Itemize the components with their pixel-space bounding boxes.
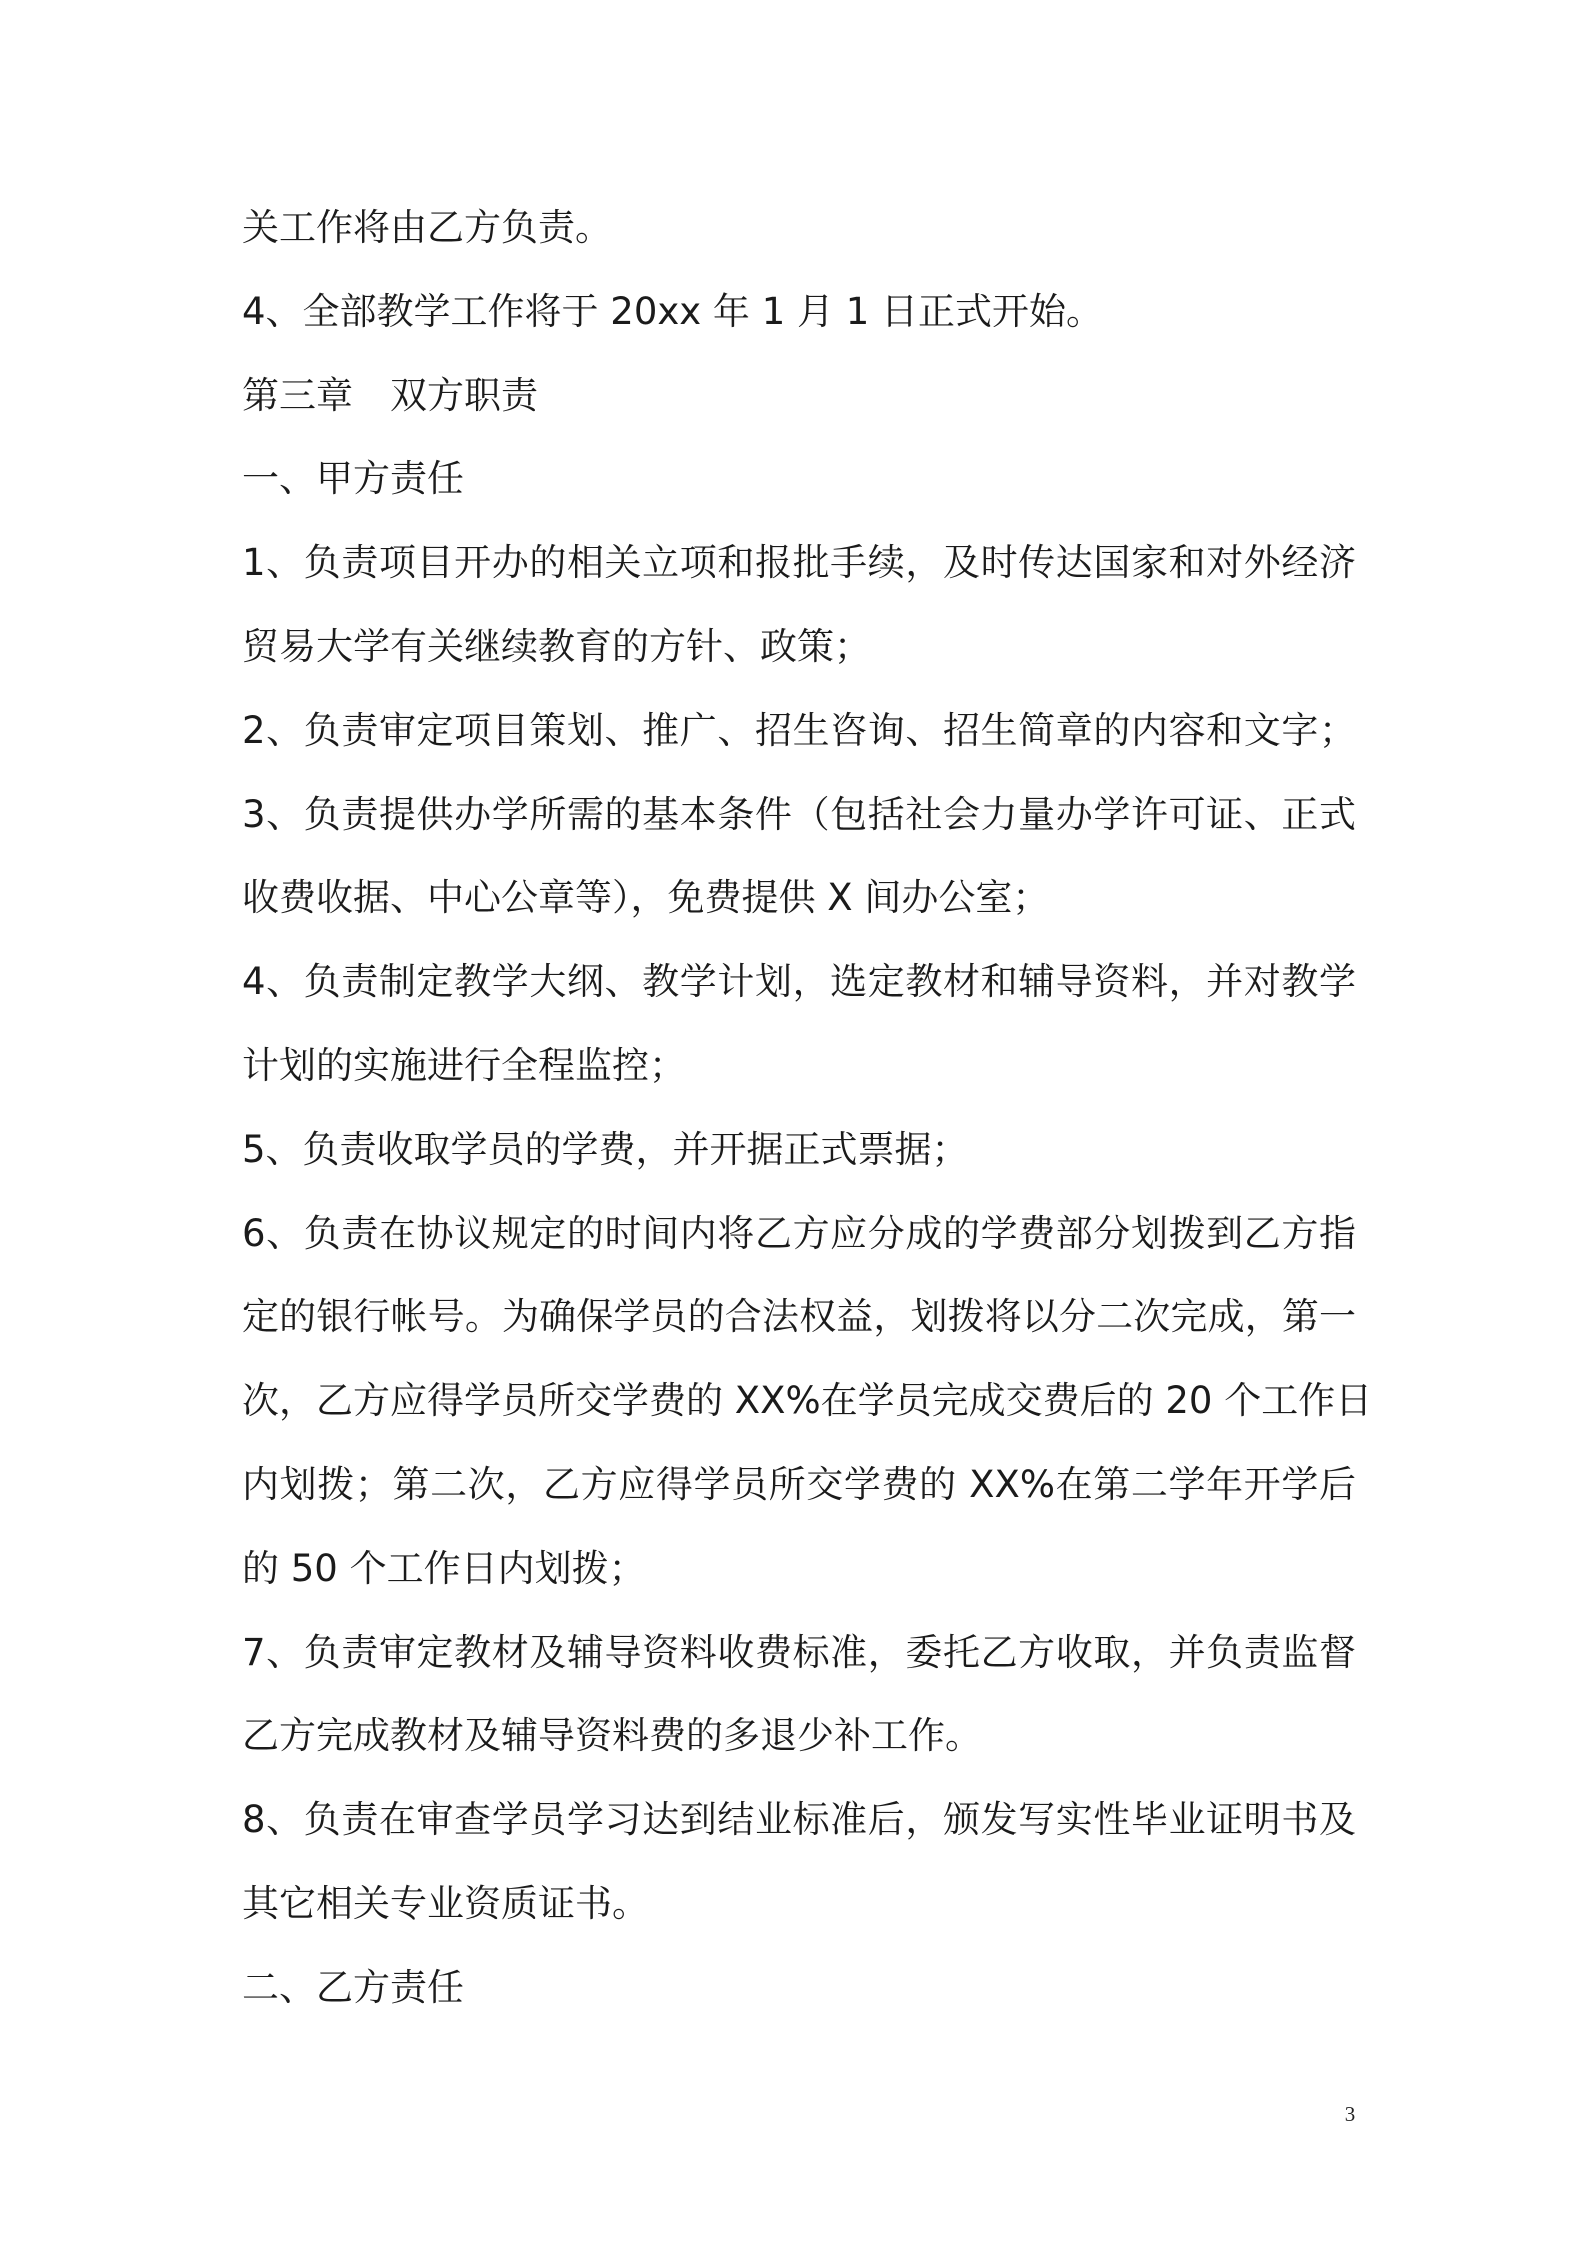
- text-line: 贸易大学有关继续教育的方针、政策；: [242, 624, 871, 668]
- text-line: 其它相关专业资质证书。: [242, 1881, 649, 1925]
- paragraph: [242, 521, 1356, 689]
- page-number: 3: [1344, 2102, 1356, 2126]
- text-line: 收费收据、中心公章等），免费提供 X 间办公室；: [242, 876, 1050, 920]
- section-heading: [242, 437, 1356, 521]
- text-line: 计划的实施进行全程监控；: [242, 1043, 686, 1087]
- text-line: 6、负责在协议规定的时间内将乙方应分成的学费部分划拨到乙方指: [242, 1211, 1356, 1255]
- document-body: [242, 186, 1373, 2030]
- section-heading: [242, 1946, 1356, 2030]
- text-line: 2、负责审定项目策划、推广、招生咨询、招生简章的内容和文字；: [242, 708, 1356, 752]
- paragraph: [242, 1611, 1356, 1779]
- paragraph: [242, 1108, 1356, 1192]
- text-line: 关工作将由乙方负责。: [242, 206, 612, 249]
- text-line: 乙方完成教材及辅导资料费的多退少补工作。: [242, 1714, 982, 1758]
- text-line: 定的银行帐号。为确保学员的合法权益，划拨将以分二次完成，第一: [242, 1295, 1356, 1339]
- text-line: 7、负责审定教材及辅导资料收费标准，委托乙方收取，并负责监督: [242, 1630, 1356, 1674]
- text-line: 3、负责提供办学所需的基本条件（包括社会力量办学许可证、正式: [242, 792, 1356, 836]
- paragraph: [242, 773, 1356, 941]
- text-line: 5、负责收取学员的学费，并开据正式票据；: [242, 1127, 969, 1171]
- text-line: 内划拨；第二次，乙方应得学员所交学费的 XX%在第二学年开学后: [242, 1462, 1356, 1506]
- paragraph: [242, 689, 1356, 773]
- text-line: 8、负责在审查学员学习达到结业标准后，颁发写实性毕业证明书及: [242, 1798, 1356, 1842]
- paragraph: [242, 940, 1356, 1108]
- text-line: 4、全部教学工作将于 20xx 年 1 月 1 日正式开始。: [242, 289, 1104, 333]
- paragraph: [242, 1192, 1373, 1611]
- paragraph: [242, 1778, 1356, 1946]
- paragraph: [242, 186, 1356, 270]
- text-line: 4、负责制定教学大纲、教学计划，选定教材和辅导资料，并对教学: [242, 960, 1356, 1004]
- section-title: 一、甲方责任: [242, 457, 464, 501]
- chapter-heading: [242, 354, 1356, 438]
- text-line: 次，乙方应得学员所交学费的 XX%在学员完成交费后的 20 个工作日: [242, 1379, 1373, 1423]
- text-line: 的 50 个工作日内划拨；: [242, 1546, 646, 1590]
- section-title: 二、乙方责任: [242, 1965, 464, 2009]
- chapter-title: 第三章 双方职责: [242, 373, 538, 417]
- text-line: 1、负责项目开办的相关立项和报批手续，及时传达国家和对外经济: [242, 541, 1356, 585]
- paragraph: [242, 270, 1356, 354]
